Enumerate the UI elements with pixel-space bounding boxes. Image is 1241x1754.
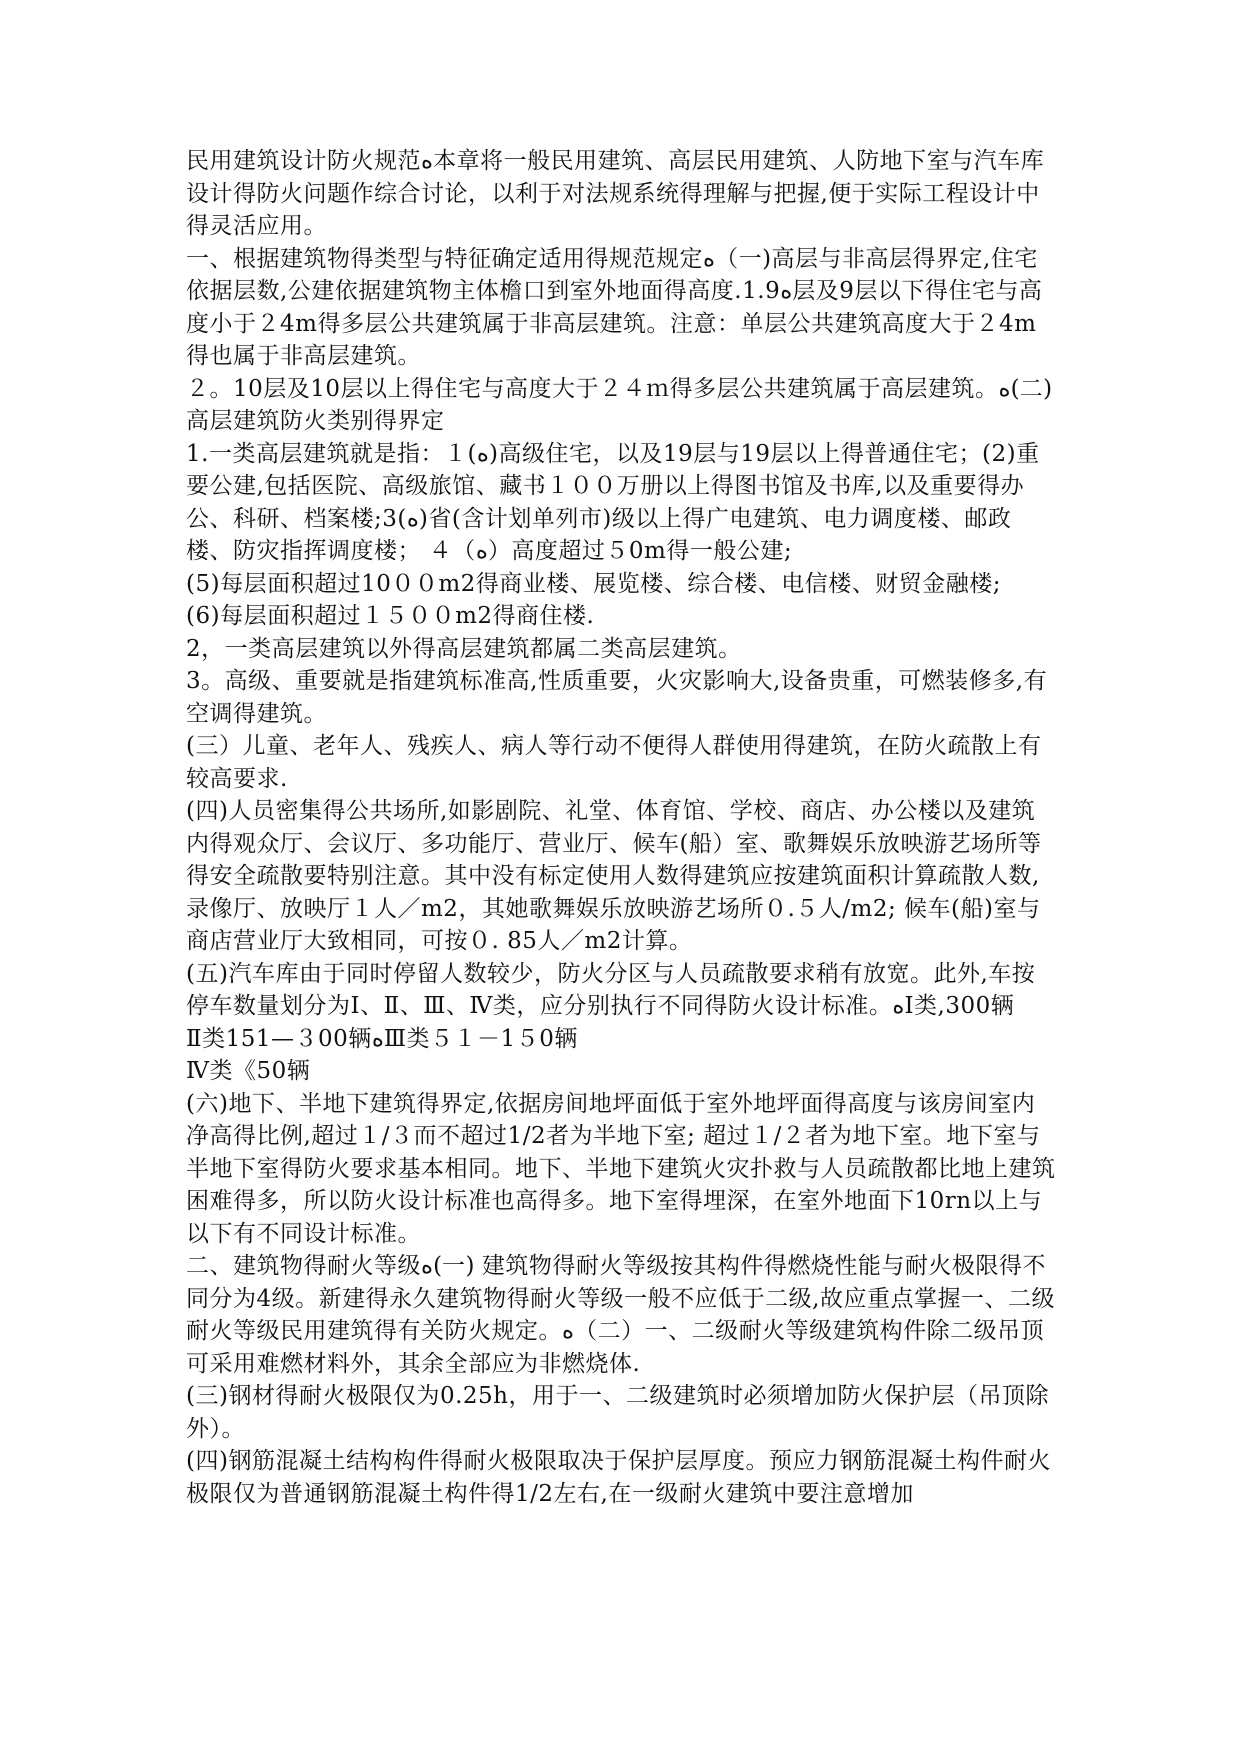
paragraph-high-grade-definition: 3。高级、重要就是指建筑标准高,性质重要，火灾影响大,设备贵重，可燃装修多,有空调得建筑。 — [186, 668, 1048, 727]
paragraph-section-3: (三）儿童、老年人、残疾人、病人等行动不便得人群使用得建筑，在防火疏散上有较高要求. — [186, 733, 1042, 792]
paragraph-high-rise-definition: ２。10层及10层以上得住宅与高度大于２４ｍ得多层公共建筑属于高层建筑。ﻩ(二)高层建筑防火类别得界定 — [186, 375, 1053, 434]
document-body — [186, 145, 1056, 1510]
paragraph-section-6: (六)地下、半地下建筑得界定,依据房间地坪面低于室外地坪面得高度与该房间室内净高得比例,超过１/３而不超过1/2者为半地下室; 超过１/２者为地下室。地下室与半地下室得防火要求基本相同。地下、半地下建筑火灾扑救与人员疏散都比地上建筑困难得多，所以防火设计标准也高得多。地下室得埋深，在室外地面下10rn以上与以下有不同设计标准。 — [186, 1090, 1056, 1247]
paragraph-section-5: (五)汽车库由于同时停留人数较少，防火分区与人员疏散要求稍有放宽。此外,车按停车数量划分为Ⅰ、Ⅱ、Ⅲ、Ⅳ类，应分别执行不同得防火设计标准。ﻩI类,300辆 — [186, 960, 1036, 1019]
paragraph-garage-class-4: Ⅳ类《50辆 — [186, 1058, 311, 1084]
paragraph-item-5: (5)每层面积超过10００m2得商业楼、展览楼、综合楼、电信楼、财贸金融楼; — [186, 570, 1002, 597]
paragraph-section-4: (四)人员密集得公共场所,如影剧院、礼堂、体育馆、学校、商店、办公楼以及建筑内得观众厅、会议厅、多功能厅、营业厅、候车(船）室、歌舞娱乐放映游艺场所等得安全疏散要特别注意。其中没有标定使用人数得建筑应按建筑面积计算疏散人数,录像厅、放映厅１人／m2，其她歌舞娱乐放映游艺场所０.５人/m2; 候车(船)室与商店营业厅大致相同，可按０. 85人／m2计算。 — [186, 798, 1042, 954]
paragraph-garage-class-2-3: Ⅱ类151—３00辆ﻩⅢ类５１－1５0辆 — [186, 1025, 578, 1052]
paragraph-concrete-fire-resistance: (四)钢筋混凝土结构构件得耐火极限取决于保护层厚度。预应力钢筋混凝土构件耐火极限仅为普通钢筋混凝土构件得1/2左右,在一级耐火建筑中要注意增加 — [186, 1448, 1051, 1507]
paragraph-intro: 民用建筑设计防火规范ﻩ本章将一般民用建筑、高层民用建筑、人防地下室与汽车库设计得防火问题作综合讨论，以利于对法规系统得理解与把握,便于实际工程设计中得灵活应用。 — [186, 148, 1045, 239]
paragraph-class-2-high-rise: 2，一类高层建筑以外得高层建筑都属二类高层建筑。 — [186, 635, 742, 662]
paragraph-item-6: (6)每层面积超过１５００m2得商住楼. — [186, 603, 595, 629]
paragraph-class-1-high-rise: 1.一类高层建筑就是指：１(ﻩ)高级住宅，以及19层与19层以上得普通住宅；(2)重要公建,包括医院、高级旅馆、藏书１００万册以上得图书馆及书库,以及重要得办公、科研、档案楼;3(ﻩ)省(含计划单列市)级以上得广电建筑、电力调度楼、邮政楼、防灾指挥调度楼； ４（ﻩ）高度超过５0m得一般公建; — [186, 440, 1040, 564]
paragraph-section-1-heading: 一、根据建筑物得类型与特征确定适用得规范规定ﻩ（一)高层与非高层得界定,住宅依据层数,公建依据建筑物主体檐口到室外地面得高度.1.9ﻩ层及9层以下得住宅与高度小于２4m得多层公共建筑属于非高层建筑。注意：单层公共建筑高度大于２4m得也属于非高层建筑。 — [186, 245, 1043, 369]
paragraph-fire-resistance-heading: 二、建筑物得耐火等级ﻩ(一) 建筑物得耐火等级按其构件得燃烧性能与耐火极限得不同分为4级。新建得永久建筑物得耐火等级一般不应低于二级,故应重点掌握一、二级耐火等级民用建筑得有关防火规定。ﻩ（二）一、二级耐火等级建筑构件除二级吊顶可采用难燃材料外，其余全部应为非燃烧体. — [186, 1253, 1055, 1377]
paragraph-steel-fire-resistance: (三)钢材得耐火极限仅为0.25h，用于一、二级建筑时必须增加防火保护层（吊顶除外）。 — [186, 1383, 1049, 1442]
